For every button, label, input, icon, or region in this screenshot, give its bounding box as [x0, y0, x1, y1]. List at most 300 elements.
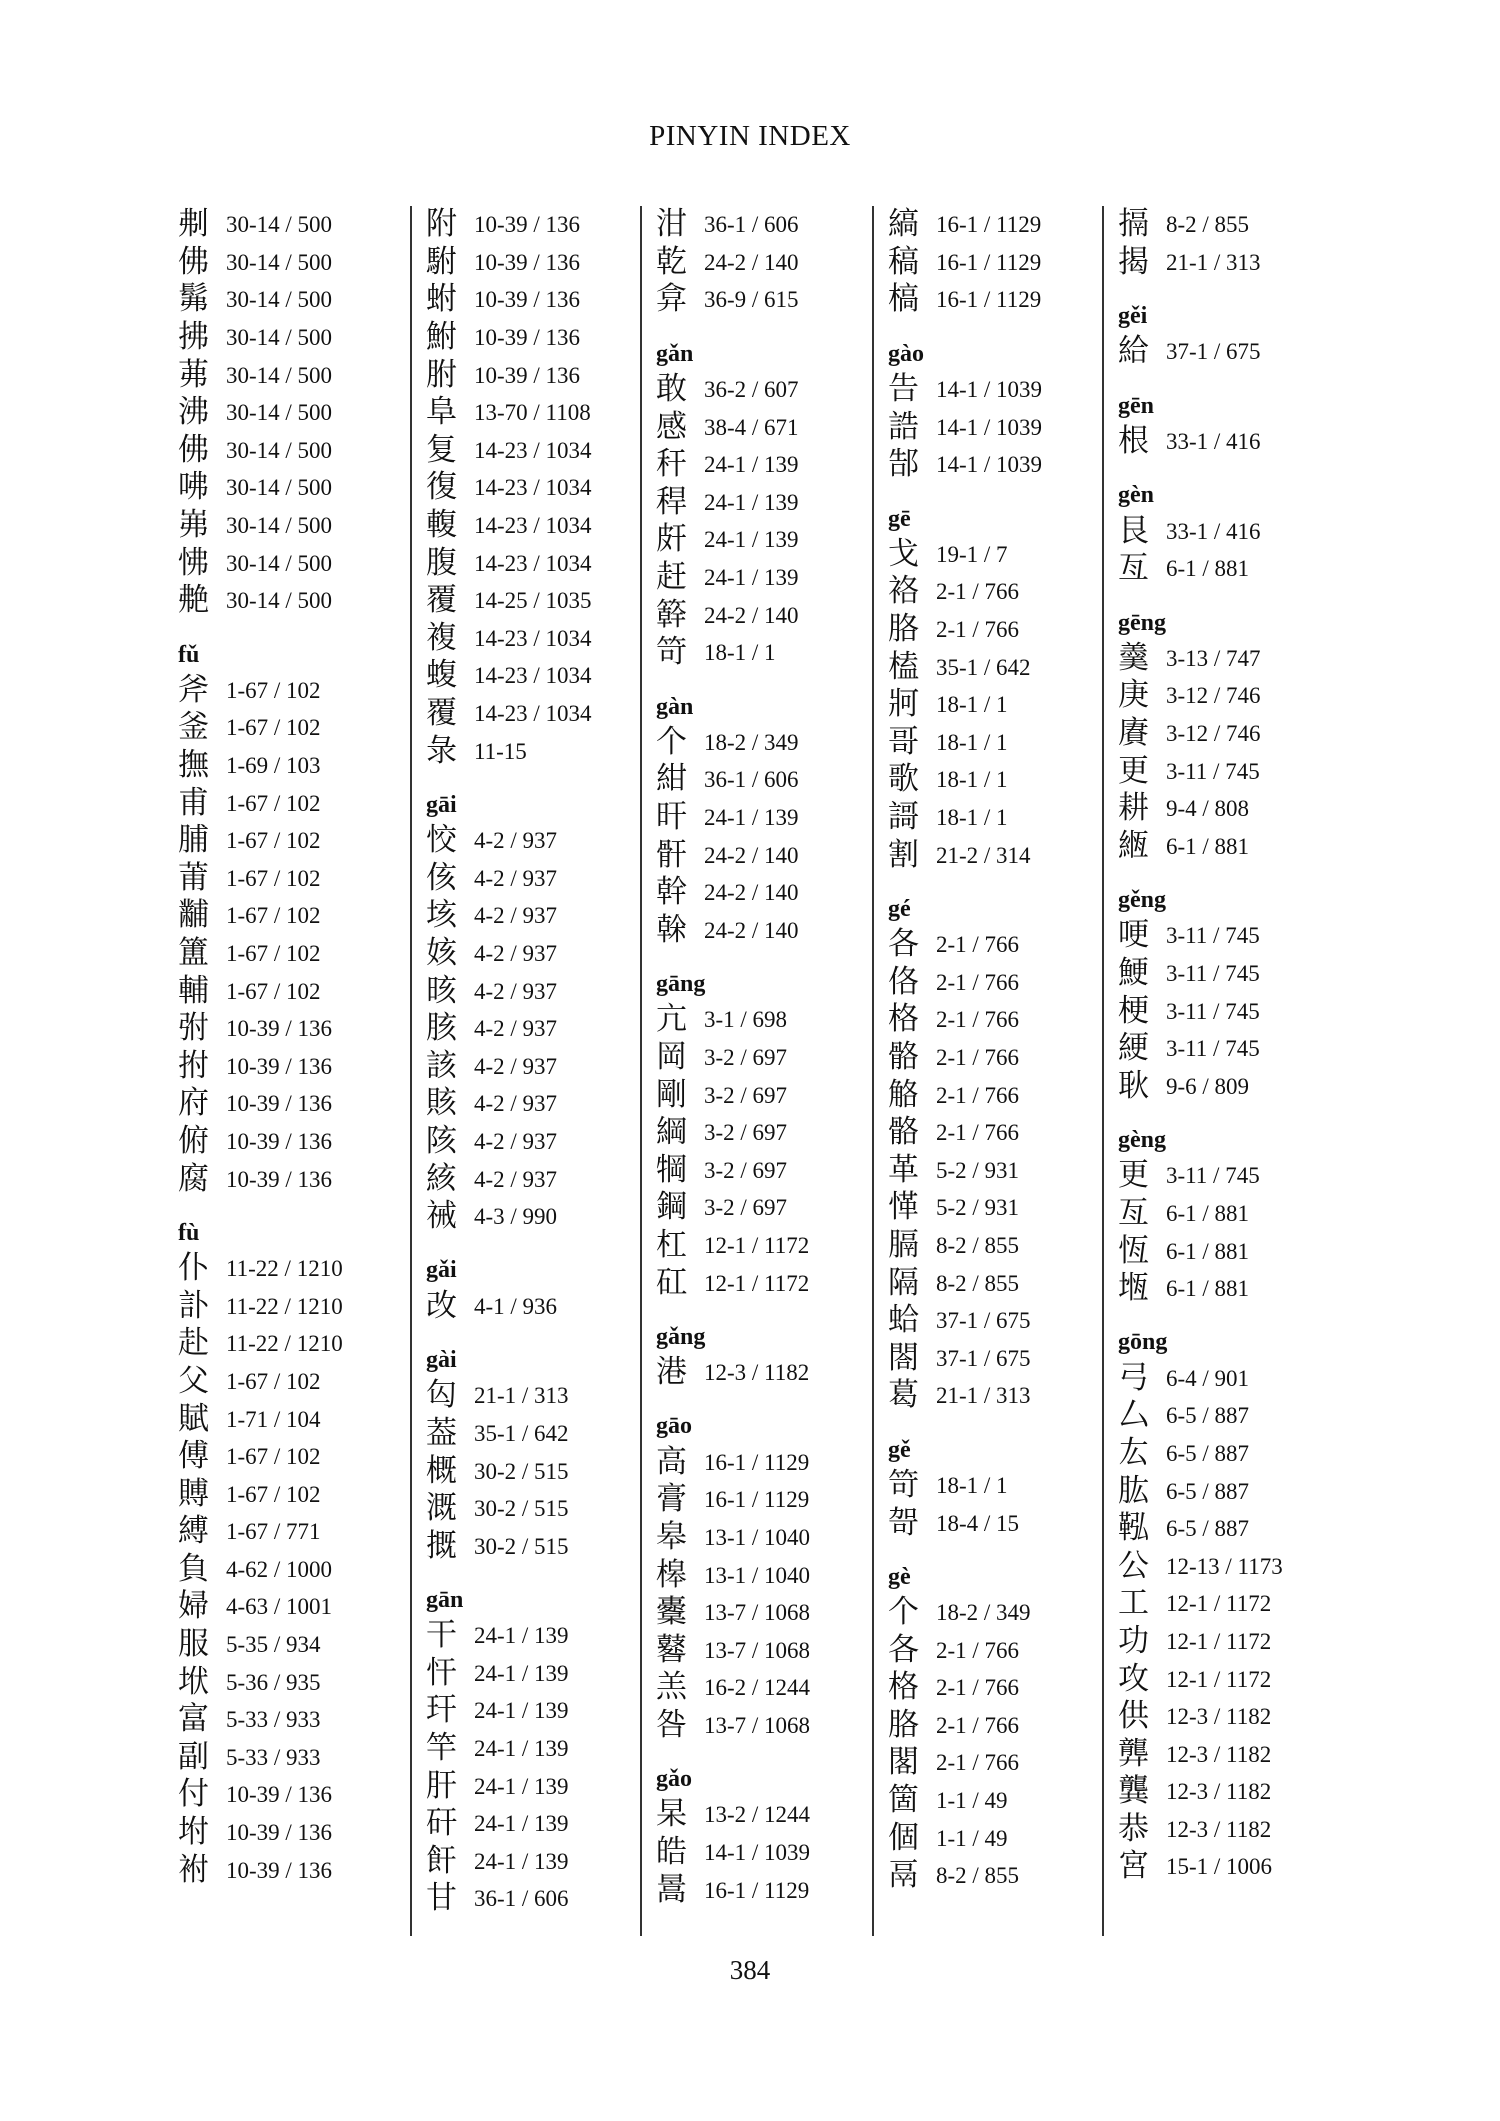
entry-reference: 3-12 / 746	[1166, 721, 1261, 747]
index-entry	[1118, 206, 1336, 244]
index-entry	[888, 206, 1106, 244]
entry-reference: 12-1 / 1172	[704, 1232, 810, 1258]
entry-reference: 14-1 / 1039	[704, 1840, 811, 1866]
entry-character: 謌	[888, 799, 919, 836]
index-section	[426, 206, 644, 770]
entry-reference: 3-2 / 697	[704, 1044, 788, 1070]
index-entry	[178, 1701, 410, 1739]
index-entry	[888, 1001, 1106, 1039]
entry-reference: 30-14 / 500	[226, 325, 333, 351]
index-entry	[1118, 512, 1336, 550]
entry-reference: 6-5 / 887	[1166, 1516, 1250, 1542]
index-entry	[178, 672, 410, 710]
index-section	[426, 1345, 644, 1565]
index-entry	[888, 1782, 1106, 1820]
index-entry	[426, 432, 644, 470]
pinyin-heading: gào	[888, 340, 924, 367]
entry-reference: 30-2 / 515	[474, 1533, 569, 1559]
index-entry	[1118, 752, 1336, 790]
entry-character: 拂	[178, 319, 209, 356]
entry-reference: 14-23 / 1034	[474, 663, 592, 689]
entry-character: 骼	[888, 1114, 919, 1151]
entry-character: 揭	[1118, 243, 1149, 280]
entry-reference: 21-1 / 313	[1166, 249, 1261, 275]
index-entry	[656, 371, 874, 409]
entry-character: 俯	[178, 1122, 209, 1159]
entry-reference: 3-2 / 697	[704, 1157, 788, 1183]
page-number: 384	[729, 1955, 771, 1985]
entry-character: 給	[1118, 333, 1149, 370]
index-entry	[1118, 1735, 1336, 1773]
entry-character: 干	[426, 1617, 457, 1654]
index-entry	[426, 822, 644, 860]
entry-character: 高	[656, 1443, 687, 1480]
index-entry	[426, 1692, 644, 1730]
index-entry	[656, 1556, 874, 1594]
entry-reference: 16-1 / 1129	[704, 1877, 810, 1903]
entry-reference: 2-1 / 766	[936, 1120, 1020, 1146]
index-section	[1118, 1125, 1336, 1307]
index-entry	[656, 521, 874, 559]
entry-reference: 18-1 / 1	[936, 805, 1008, 831]
entry-reference: 4-2 / 937	[474, 1166, 558, 1192]
index-entry	[426, 897, 644, 935]
entry-character: 婦	[178, 1588, 209, 1625]
index-section	[426, 790, 644, 1236]
entry-character: 港	[656, 1354, 687, 1391]
entry-character: 秆	[656, 446, 687, 483]
index-entry	[656, 724, 874, 762]
index-entry	[1118, 1195, 1336, 1233]
entry-character: 侅	[426, 859, 457, 896]
entry-reference: 12-1 / 1172	[1166, 1591, 1272, 1617]
entry-reference: 10-39 / 136	[474, 249, 581, 275]
index-entry	[1118, 715, 1336, 753]
index-section	[656, 206, 874, 319]
pinyin-heading: gāo	[656, 1413, 692, 1440]
index-entry	[656, 206, 874, 244]
index-entry	[178, 507, 410, 545]
index-entry	[426, 319, 644, 357]
entry-reference: 3-2 / 697	[704, 1082, 788, 1108]
entry-reference: 8-2 / 855	[936, 1270, 1020, 1296]
index-entry	[1118, 640, 1336, 678]
entry-character: 晐	[426, 972, 457, 1009]
index-entry	[178, 1438, 410, 1476]
entry-character: 更	[1118, 1157, 1149, 1194]
index-entry	[888, 1669, 1106, 1707]
entry-character: 羹	[1118, 639, 1149, 676]
index-section	[426, 1585, 644, 1918]
entry-character: 攻	[1118, 1660, 1149, 1697]
entry-reference: 24-1 / 139	[704, 565, 799, 591]
entry-character: 茀	[178, 356, 209, 393]
entry-character: 姟	[426, 934, 457, 971]
index-entry	[426, 1767, 644, 1805]
entry-reference: 30-2 / 515	[474, 1496, 569, 1522]
entry-reference: 13-1 / 1040	[704, 1524, 811, 1550]
entry-character: 各	[888, 926, 919, 963]
entry-character: 彔	[426, 732, 457, 769]
index-entry	[656, 1669, 874, 1707]
entry-character: 耕	[1118, 790, 1149, 827]
index-entry	[656, 1151, 874, 1189]
index-entry	[178, 1663, 410, 1701]
entry-character: 稈	[656, 483, 687, 520]
entry-character: 哿	[888, 1504, 919, 1541]
index-entry	[426, 1655, 644, 1693]
entry-character: 膏	[656, 1481, 687, 1518]
entry-reference: 6-1 / 881	[1166, 833, 1250, 859]
index-entry	[656, 1189, 874, 1227]
entry-character: 割	[888, 836, 919, 873]
entry-reference: 8-2 / 855	[936, 1863, 1020, 1889]
entry-reference: 1-67 / 102	[226, 828, 321, 854]
entry-reference: 16-1 / 1129	[704, 1449, 810, 1475]
entry-character: 胕	[426, 356, 457, 393]
index-entry	[1118, 1232, 1336, 1270]
index-entry	[178, 897, 410, 935]
entry-reference: 3-13 / 747	[1166, 645, 1261, 671]
index-entry	[178, 394, 410, 432]
entry-character: 搹	[1118, 206, 1149, 243]
entry-character: 杠	[656, 1226, 687, 1263]
entry-reference: 11-22 / 1210	[226, 1256, 343, 1282]
entry-reference: 5-33 / 933	[226, 1744, 321, 1770]
entry-reference: 14-23 / 1034	[474, 550, 592, 576]
index-entry	[178, 935, 410, 973]
page-title: PINYIN INDEX	[649, 120, 851, 152]
index-entry	[178, 1400, 410, 1438]
entry-character: 肱	[1118, 1472, 1149, 1509]
index-entry	[426, 469, 644, 507]
entry-reference: 9-6 / 809	[1166, 1073, 1250, 1099]
entry-character: 愅	[888, 1189, 919, 1226]
index-entry	[1118, 1397, 1336, 1435]
index-entry	[178, 319, 410, 357]
index-entry	[656, 1227, 874, 1265]
index-entry	[888, 799, 1106, 837]
index-entry	[426, 1287, 644, 1325]
entry-character: 脯	[178, 822, 209, 859]
index-entry	[426, 544, 644, 582]
entry-character: 閣	[888, 1744, 919, 1781]
entry-reference: 30-14 / 500	[226, 475, 333, 501]
entry-reference: 1-67 / 102	[226, 1368, 321, 1394]
entry-reference: 1-67 / 102	[226, 1444, 321, 1470]
index-entry	[178, 822, 410, 860]
entry-reference: 24-1 / 139	[474, 1736, 569, 1762]
entry-character: 个	[888, 1594, 919, 1631]
entry-character: 哥	[888, 723, 919, 760]
index-section	[888, 1562, 1106, 1895]
entry-reference: 2-1 / 766	[936, 1750, 1020, 1776]
index-column-1	[178, 206, 410, 1936]
entry-character: 幹	[656, 874, 687, 911]
index-entry	[426, 356, 644, 394]
entry-character: 敢	[656, 371, 687, 408]
entry-reference: 36-1 / 606	[474, 1886, 569, 1912]
pinyin-heading: gěng	[1118, 887, 1166, 914]
index-entry	[178, 1776, 410, 1814]
index-entry	[888, 1151, 1106, 1189]
index-entry	[426, 206, 644, 244]
index-entry	[656, 1264, 874, 1302]
index-entry	[656, 596, 874, 634]
index-entry	[1118, 677, 1336, 715]
index-section	[178, 640, 410, 1198]
entry-character: 厶	[1118, 1397, 1149, 1434]
entry-reference: 21-1 / 313	[474, 1383, 569, 1409]
entry-character: 訃	[178, 1287, 209, 1324]
entry-reference: 14-23 / 1034	[474, 625, 592, 651]
entry-character: 艴	[178, 582, 209, 619]
entry-reference: 19-1 / 7	[936, 541, 1008, 567]
index-entry	[1118, 1698, 1336, 1736]
entry-reference: 4-3 / 990	[474, 1204, 558, 1230]
entry-character: 梗	[1118, 992, 1149, 1029]
entry-reference: 2-1 / 766	[936, 617, 1020, 643]
pinyin-heading: gǎn	[656, 340, 694, 367]
index-entry	[178, 1588, 410, 1626]
index-entry	[1118, 1660, 1336, 1698]
index-entry	[1118, 244, 1336, 282]
entry-character: 鯁	[1118, 955, 1149, 992]
entry-reference: 4-2 / 937	[474, 865, 558, 891]
pinyin-heading: gài	[426, 1347, 457, 1374]
index-entry	[656, 1594, 874, 1632]
index-entry	[888, 446, 1106, 484]
entry-reference: 24-2 / 140	[704, 842, 799, 868]
entry-reference: 30-14 / 500	[226, 437, 333, 463]
index-entry	[656, 1039, 874, 1077]
entry-reference: 2-1 / 766	[936, 1082, 1020, 1108]
entry-character: 袝	[178, 1851, 209, 1888]
entry-reference: 11-15	[474, 738, 527, 764]
entry-character: 府	[178, 1085, 209, 1122]
entry-reference: 10-39 / 136	[226, 1820, 333, 1846]
entry-reference: 2-1 / 766	[936, 969, 1020, 995]
entry-reference: 12-1 / 1172	[1166, 1628, 1272, 1654]
entry-reference: 14-1 / 1039	[936, 414, 1043, 440]
index-entry	[178, 1325, 410, 1363]
entry-reference: 37-1 / 675	[936, 1345, 1031, 1371]
entry-reference: 24-2 / 140	[704, 249, 799, 275]
entry-character: 哽	[1118, 917, 1149, 954]
index-section	[656, 1411, 874, 1744]
entry-character: 駙	[426, 243, 457, 280]
entry-reference: 35-1 / 642	[936, 654, 1031, 680]
index-entry	[888, 761, 1106, 799]
entry-reference: 1-67 / 102	[226, 978, 321, 1004]
entry-reference: 11-22 / 1210	[226, 1331, 343, 1357]
entry-reference: 4-2 / 937	[474, 1053, 558, 1079]
index-entry	[178, 860, 410, 898]
entry-character: 工	[1118, 1585, 1149, 1622]
entry-character: 甘	[426, 1880, 457, 1917]
entry-character: 功	[1118, 1622, 1149, 1659]
index-entry	[178, 1814, 410, 1852]
entry-reference: 8-2 / 855	[936, 1232, 1020, 1258]
entry-reference: 12-3 / 1182	[1166, 1816, 1272, 1842]
entry-character: 咈	[178, 469, 209, 506]
entry-reference: 1-67 / 102	[226, 715, 321, 741]
index-entry	[888, 244, 1106, 282]
index-entry	[426, 281, 644, 319]
entry-reference: 24-1 / 139	[704, 452, 799, 478]
entry-reference: 10-39 / 136	[474, 362, 581, 388]
entry-reference: 1-1 / 49	[936, 1825, 1008, 1851]
index-entry	[656, 1354, 874, 1392]
entry-character: 垓	[426, 897, 457, 934]
entry-character: 杲	[656, 1796, 687, 1833]
entry-reference: 10-39 / 136	[226, 1782, 333, 1808]
entry-reference: 36-1 / 606	[704, 212, 799, 238]
entry-reference: 16-1 / 1129	[936, 287, 1042, 313]
index-entry	[178, 1160, 410, 1198]
entry-reference: 3-11 / 745	[1166, 961, 1260, 987]
entry-reference: 9-4 / 808	[1166, 796, 1250, 822]
entry-character: 弣	[178, 1010, 209, 1047]
index-entry	[888, 1339, 1106, 1377]
entry-reference: 3-11 / 745	[1166, 998, 1260, 1024]
entry-reference: 2-1 / 766	[936, 1007, 1020, 1033]
entry-reference: 24-1 / 139	[474, 1660, 569, 1686]
entry-reference: 13-70 / 1108	[474, 400, 591, 426]
entry-reference: 10-39 / 136	[226, 1857, 333, 1883]
entry-reference: 18-2 / 349	[704, 729, 799, 755]
index-section	[888, 1435, 1106, 1542]
entry-reference: 2-1 / 766	[936, 1675, 1020, 1701]
entry-character: 忓	[426, 1654, 457, 1691]
entry-character: 匃	[426, 1377, 457, 1414]
entry-character: 胳	[888, 611, 919, 648]
index-section	[656, 1764, 874, 1909]
entry-character: 恭	[1118, 1810, 1149, 1847]
index-entry	[1118, 992, 1336, 1030]
entry-reference: 18-4 / 15	[936, 1510, 1020, 1536]
entry-character: 黼	[178, 897, 209, 934]
index-entry	[656, 1631, 874, 1669]
pinyin-heading: gě	[888, 1436, 911, 1463]
entry-reference: 3-11 / 745	[1166, 1163, 1260, 1189]
entry-reference: 10-39 / 136	[226, 1053, 333, 1079]
index-entry	[426, 1198, 644, 1236]
index-entry	[656, 1114, 874, 1152]
entry-character: 鬲	[888, 1857, 919, 1894]
entry-character: 岪	[178, 507, 209, 544]
entry-character: 腐	[178, 1160, 209, 1197]
entry-character: 鮒	[426, 319, 457, 356]
index-entry	[888, 611, 1106, 649]
index-entry	[888, 1707, 1106, 1745]
index-entry	[1118, 423, 1336, 461]
index-entry	[178, 1551, 410, 1589]
entry-reference: 24-1 / 139	[704, 805, 799, 831]
index-entry	[426, 620, 644, 658]
entry-character: 隔	[888, 1264, 919, 1301]
entry-reference: 12-1 / 1172	[1166, 1666, 1272, 1692]
index-entry	[426, 1805, 644, 1843]
entry-character: 弇	[656, 281, 687, 318]
entry-reference: 1-67 / 102	[226, 1481, 321, 1507]
index-entry	[888, 408, 1106, 446]
index-entry	[656, 484, 874, 522]
entry-character: 富	[178, 1701, 209, 1738]
entry-reference: 16-1 / 1129	[936, 212, 1042, 238]
entry-character: 概	[426, 1452, 457, 1489]
pinyin-heading: gǎi	[426, 1257, 457, 1284]
entry-reference: 6-1 / 881	[1166, 1276, 1250, 1302]
entry-reference: 16-2 / 1244	[704, 1675, 811, 1701]
entry-character: 飦	[426, 1842, 457, 1879]
pinyin-heading: gěi	[1118, 303, 1148, 330]
index-entry	[178, 1363, 410, 1401]
entry-reference: 5-33 / 933	[226, 1707, 321, 1733]
index-entry	[888, 686, 1106, 724]
entry-character: 乾	[656, 243, 687, 280]
entry-character: 龔	[1118, 1773, 1149, 1810]
entry-reference: 30-14 / 500	[226, 212, 333, 238]
entry-reference: 21-1 / 313	[936, 1383, 1031, 1409]
index-entry	[426, 1490, 644, 1528]
entry-reference: 24-1 / 139	[704, 527, 799, 553]
entry-reference: 1-67 / 102	[226, 790, 321, 816]
entry-reference: 6-1 / 881	[1166, 556, 1250, 582]
index-entry	[1118, 1848, 1336, 1886]
entry-reference: 30-2 / 515	[474, 1458, 569, 1484]
entry-character: 鞃	[1118, 1510, 1149, 1547]
entry-reference: 1-1 / 49	[936, 1788, 1008, 1814]
index-section	[1118, 608, 1336, 866]
entry-reference: 24-1 / 139	[704, 489, 799, 515]
entry-reference: 36-9 / 615	[704, 287, 799, 313]
index-entry	[178, 1010, 410, 1048]
index-entry	[178, 1047, 410, 1085]
index-entry	[1118, 333, 1336, 371]
entry-reference: 10-39 / 136	[474, 212, 581, 238]
entry-reference: 6-1 / 881	[1166, 1238, 1250, 1264]
index-entry	[888, 964, 1106, 1002]
pinyin-heading: fù	[178, 1219, 200, 1246]
entry-reference: 2-1 / 766	[936, 932, 1020, 958]
index-entry	[1118, 1547, 1336, 1585]
entry-reference: 24-1 / 139	[474, 1811, 569, 1837]
entry-character: 根	[1118, 423, 1149, 460]
pinyin-heading: gāng	[656, 971, 706, 998]
entry-character: 副	[178, 1738, 209, 1775]
entry-character: 摡	[426, 1527, 457, 1564]
entry-character: 父	[178, 1362, 209, 1399]
entry-reference: 2-1 / 766	[936, 1712, 1020, 1738]
entry-character: 沸	[178, 394, 209, 431]
pinyin-heading: gé	[888, 895, 911, 922]
index-entry	[178, 469, 410, 507]
entry-reference: 24-2 / 140	[704, 880, 799, 906]
index-entry	[178, 1739, 410, 1777]
index-entry	[178, 1123, 410, 1161]
index-entry	[178, 1287, 410, 1325]
entry-character: 感	[656, 408, 687, 445]
entry-character: 矸	[426, 1805, 457, 1842]
entry-character: 榦	[656, 911, 687, 948]
entry-reference: 4-2 / 937	[474, 940, 558, 966]
index-section	[1118, 1327, 1336, 1885]
entry-reference: 13-2 / 1244	[704, 1802, 811, 1828]
index-entry	[656, 1834, 874, 1872]
entry-reference: 10-39 / 136	[226, 1128, 333, 1154]
entry-reference: 12-13 / 1173	[1166, 1553, 1283, 1579]
